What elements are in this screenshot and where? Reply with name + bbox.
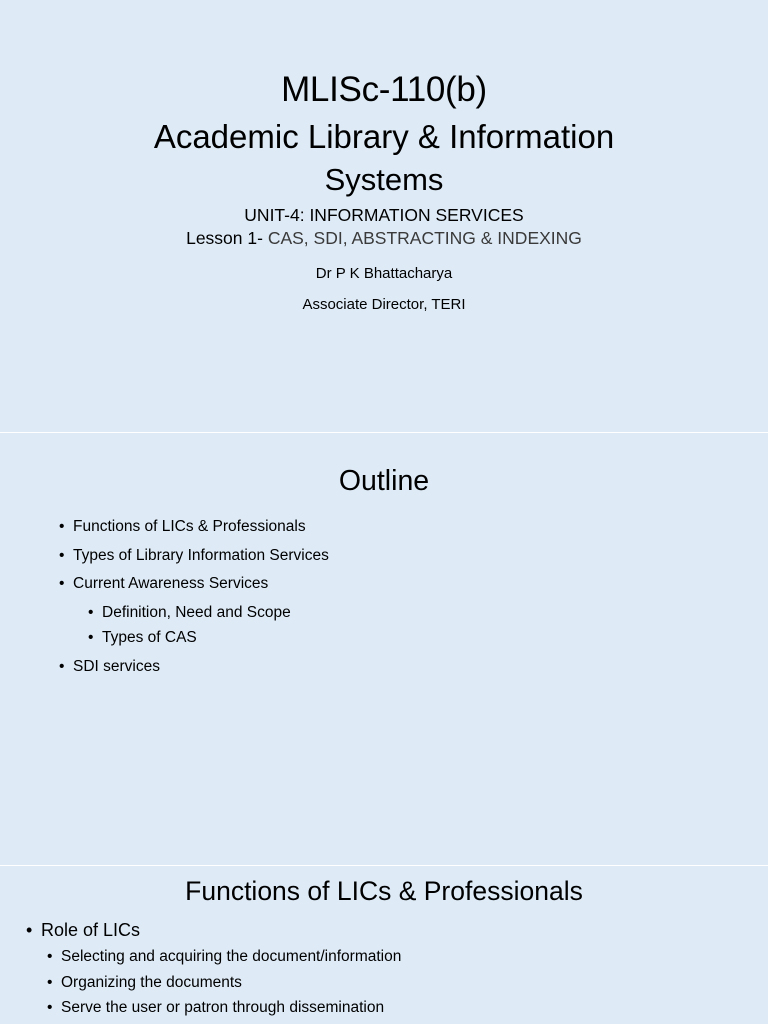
outline-subitem-text: Definition, Need and Scope [102,603,291,621]
unit-heading: UNIT-4: INFORMATION SERVICES [244,205,524,225]
outline-item-text: SDI services [73,657,160,675]
function-item [47,998,401,1024]
author-role: Associate Director, TERI [302,296,466,313]
outline-subitem [88,628,329,653]
bullet-icon: • [59,575,65,592]
bullet-icon: • [26,920,33,940]
role-heading-text: Role of LICs [41,920,141,940]
lesson-topic: CAS, SDI, ABSTRACTING & INDEXING [262,228,582,248]
bullet-icon: • [47,948,53,965]
outline-subitem [88,603,329,628]
bullet-icon: • [47,973,53,991]
title-slide [0,0,768,432]
outline-title: Outline [338,465,430,497]
function-item-text: Organizing the documents [61,973,242,991]
course-title-line1: Academic Library & Information [153,118,615,155]
bullet-icon: • [88,628,94,646]
bullet-icon: • [59,546,65,564]
bullet-icon: • [59,518,65,535]
author-name: Dr P K Bhattacharya [315,265,453,282]
functions-title: Functions of LICs & Professionals [185,876,583,906]
outline-slide [0,433,768,865]
function-item [47,973,401,999]
outline-item-text: Functions of LICs & Professionals [73,518,306,535]
outline-item-text: Current Awareness Services [73,575,269,592]
function-item-text: Serve the user or patron through dissemination [61,999,385,1016]
functions-list [47,947,402,1024]
outline-item [59,574,329,603]
course-code: MLISc-110(b) [281,70,487,109]
lesson-heading [0,227,768,249]
functions-slide [0,866,768,1024]
outline-item [59,517,329,546]
outline-item [59,546,329,575]
function-item [47,947,402,973]
course-title-line2: Systems [324,162,444,197]
outline-list [59,517,329,685]
bullet-icon: • [47,999,53,1016]
bullet-icon: • [88,603,94,621]
function-item-text: Selecting and acquiring the document/information [61,948,402,965]
outline-item [59,657,329,686]
outline-subitem-text: Types of CAS [102,628,197,646]
lesson-label: Lesson 1- [186,228,263,248]
role-heading [26,918,141,942]
outline-item-text: Types of Library Information Services [73,546,329,564]
bullet-icon: • [59,657,65,675]
